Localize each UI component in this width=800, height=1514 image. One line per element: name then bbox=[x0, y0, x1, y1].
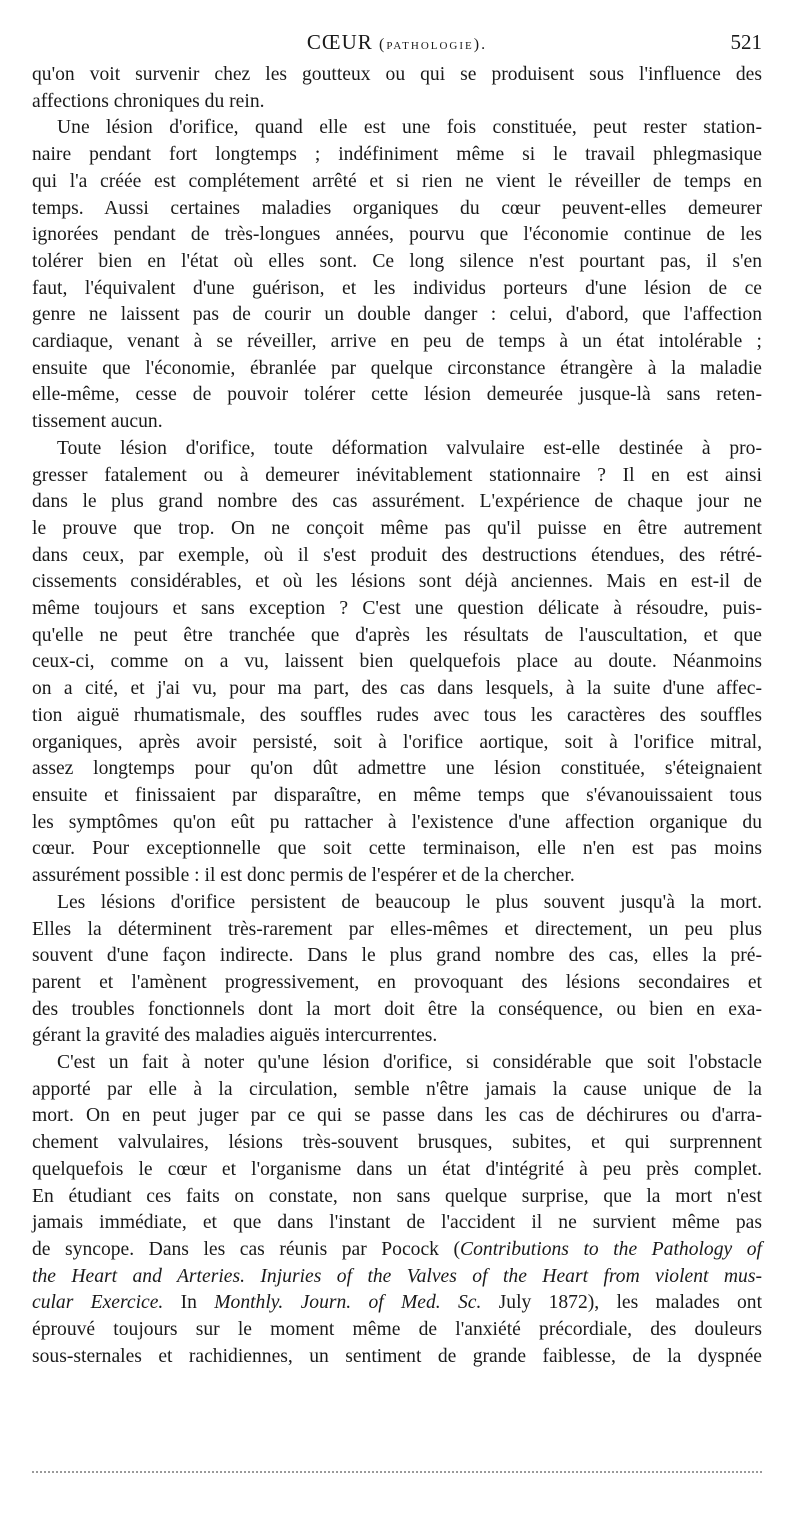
text-line bbox=[32, 1290, 762, 1317]
text-line: les symptômes qu'on eût pu rattacher à l'existence d'une affection organique du bbox=[32, 811, 762, 833]
text-line: cissements considérables, et où les lésions sont déjà anciennes. Mais en est-il de bbox=[32, 571, 762, 593]
text-line: gérant la gravité des maladies aiguës intercurrentes. bbox=[32, 1025, 438, 1047]
text-line: sous-sternales et rachidiennes, un sentiment de grande faiblesse, de la dyspnée bbox=[32, 1345, 762, 1367]
text-line: affections chroniques du rein. bbox=[32, 90, 265, 112]
text-line: ignorées pendant de très-longues années, pourvu que l'économie continue de les bbox=[32, 224, 762, 246]
text-line: même toujours et sans exception ? C'est une question délicate à résoudre, puis- bbox=[32, 598, 762, 620]
text-line: le prouve que trop. On ne conçoit même pas qu'il puisse en être autrement bbox=[32, 517, 762, 539]
text-line: Toute lésion d'orifice, toute déformation valvulaire est-elle destinée à pro- bbox=[57, 437, 762, 459]
text-line: genre ne laissent pas de courir un double danger : celui, d'abord, que l'affection bbox=[32, 304, 762, 326]
text-line: souvent d'une façon indirecte. Dans le plus grand nombre des cas, elles la pré- bbox=[32, 945, 762, 967]
text-line: parent et l'amènent progressivement, en provoquant des lésions secondaires et bbox=[32, 971, 762, 993]
text-line: qu'elle ne peut être tranchée que d'après les résultats de l'auscultation, et que bbox=[32, 624, 762, 646]
text-line: C'est un fait à noter qu'une lésion d'orifice, si considérable que soit l'obstacle bbox=[57, 1052, 762, 1074]
text-line: elle-même, cesse de pouvoir tolérer cette lésion demeurée jusque-là sans reten- bbox=[32, 384, 762, 406]
page-number: 521 bbox=[730, 30, 762, 54]
italic-run: Contributions to the Pathology of bbox=[460, 1238, 762, 1260]
text-line: temps. Aussi certaines maladies organiques du cœur peuvent-elles demeurer bbox=[32, 197, 762, 219]
header-title-subtitle: (pathologie). bbox=[379, 36, 488, 53]
text-line: qui l'a créée est complétement arrêté et si rien ne vient le réveiller de temps en bbox=[32, 170, 762, 192]
text-run: de syncope. Dans les cas réunis par Pocock ( bbox=[32, 1238, 461, 1260]
text-line: tion aiguë rhumatismale, des souffles rudes avec tous les caractères des souffles bbox=[32, 704, 762, 726]
text-line: éprouvé toujours sur le moment même de l'anxiété précordiale, des douleurs bbox=[32, 1319, 762, 1341]
text-line: naire pendant fort longtemps ; indéfiniment même si le travail phlegmasique bbox=[32, 144, 762, 166]
text-line: dans ceux, par exemple, où il s'est produit des destructions étendues, des rétré- bbox=[32, 544, 762, 566]
header-title-main: CŒUR bbox=[306, 30, 373, 54]
footer-rule bbox=[32, 1471, 762, 1476]
header-title bbox=[32, 30, 762, 55]
text-line: chement valvulaires, lésions très-souvent brusques, subites, et qui surprennent bbox=[32, 1132, 762, 1154]
text-line: assurément possible : il est donc permis de l'espérer et de la chercher. bbox=[32, 865, 575, 887]
text-line: ensuite et finissaient par disparaître, en même temps que s'évanouissaient tous bbox=[32, 784, 762, 806]
text-line: Elles la déterminent très-rarement par elles-mêmes et directement, un peu plus bbox=[32, 918, 762, 940]
text-line: qu'on voit survenir chez les goutteux ou qui se produisent sous l'influence des bbox=[32, 64, 762, 85]
text-line: mort. On en peut juger par ce qui se passe dans les cas de déchirures ou d'arra- bbox=[32, 1105, 762, 1127]
text-line: Une lésion d'orifice, quand elle est une fois constituée, peut rester station- bbox=[57, 117, 762, 139]
text-line: organiques, après avoir persisté, soit à l'orifice aortique, soit à l'orifice mitral, bbox=[32, 731, 762, 753]
text-line: En étudiant ces faits on constate, non sans quelque surprise, que la mort n'est bbox=[32, 1185, 762, 1207]
text-line: ceux-ci, comme on a vu, laissent bien quelquefois place au doute. Néanmoins bbox=[32, 651, 762, 673]
body-text bbox=[32, 62, 762, 1370]
text-line: Les lésions d'orifice persistent de beaucoup le plus souvent jusqu'à la mort. bbox=[57, 891, 762, 913]
text-line: assez longtemps pour qu'on dût admettre une lésion constituée, s'éteignaient bbox=[32, 758, 762, 780]
text-line bbox=[32, 1237, 762, 1264]
text-line bbox=[32, 1264, 762, 1291]
running-header bbox=[32, 30, 762, 58]
text-line: apporté par elle à la circulation, semble n'être jamais la cause unique de la bbox=[32, 1078, 762, 1100]
text-line: cœur. Pour exceptionnelle que soit cette terminaison, elle n'en est pas moins bbox=[32, 838, 762, 860]
text-line: jamais immédiate, et que dans l'instant de l'accident il ne survient même pas bbox=[32, 1212, 762, 1234]
italic-run: cular Exercice. bbox=[32, 1292, 164, 1314]
text-line: tolérer bien en l'état où elles sont. Ce long silence n'est pourtant pas, il s'en bbox=[32, 250, 762, 272]
text-line: quelquefois le cœur et l'organisme dans un état d'intégrité à peu près complet. bbox=[32, 1158, 762, 1180]
italic-run: Monthly. Journ. of Med. Sc. bbox=[214, 1292, 482, 1314]
text-line: tissement aucun. bbox=[32, 411, 163, 433]
text-line: ensuite que l'économie, ébranlée par quelque circonstance étrangère à la maladie bbox=[32, 357, 762, 379]
text-line: cardiaque, venant à se réveiller, arrive en peu de temps à un état intolérable ; bbox=[32, 331, 762, 353]
text-line: des troubles fonctionnels dont la mort doit être la conséquence, ou bien en exa- bbox=[32, 998, 762, 1020]
text-run: In bbox=[163, 1292, 215, 1314]
text-line: on a cité, et j'ai vu, pour ma part, des cas dans lesquels, à la suite d'une affec- bbox=[32, 678, 762, 700]
text-line: faut, l'équivalent d'une guérison, et les individus porteurs d'une lésion de ce bbox=[32, 277, 762, 299]
text-line: dans le plus grand nombre des cas assurément. L'expérience de chaque jour ne bbox=[32, 491, 762, 513]
text-run: July 1872), les malades ont bbox=[481, 1292, 763, 1314]
italic-run: the Heart and Arteries. Injuries of the Valves of the Heart from violent mus- bbox=[32, 1265, 762, 1287]
text-line: gresser fatalement ou à demeurer inévitablement stationnaire ? Il en est ainsi bbox=[32, 464, 762, 486]
